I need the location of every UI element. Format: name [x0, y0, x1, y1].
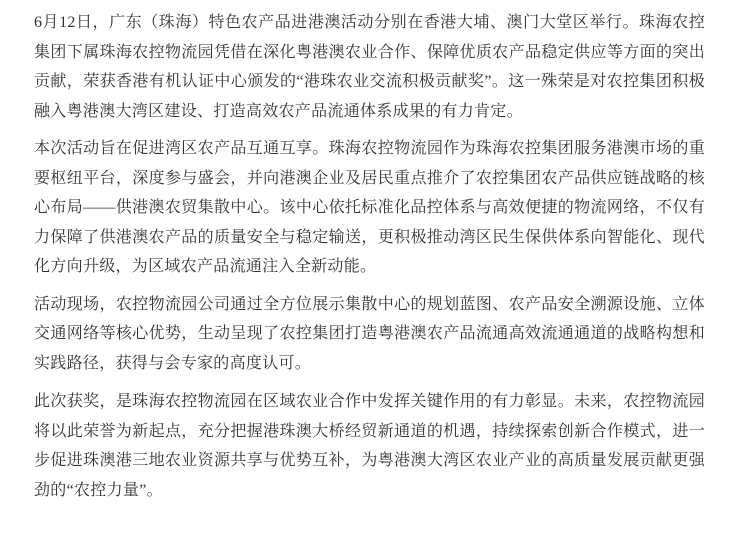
- paragraph-future-outlook: 此次获奖，是珠海农控物流园在区域农业合作中发挥关键作用的有力彰显。未来，农控物流园将以此荣誉为新起点，充分把握港珠澳大桥经贸新通道的机遇，持续探索创新合作模式，进一步促进珠澳港三地农业资源共享与优势互补，为粤港澳大湾区农业产业的高质量发展贡献更强劲的“农控力量”。: [34, 393, 705, 499]
- paragraph-onsite-presentation: 活动现场，农控物流园公司通过全方位展示集散中心的规划蓝图、农产品安全溯源设施、立体交通网络等核心优势，生动呈现了农控集团打造粤港澳农产品流通高效流通通道的战略构想和实践路径，获得与会专家的高度认可。: [34, 295, 705, 372]
- paragraph-event-purpose: 本次活动旨在促进湾区农产品互通互享。珠海农控物流园作为珠海农控集团服务港澳市场的重要枢纽平台，深度参与盛会，并向港澳企业及居民重点推介了农控集团农产品供应链战略的核心布局——供港澳农贸集散中心。该中心依托标准化品控体系与高效便捷的物流网络，不仅有力保障了供港澳农产品的质量安全与稳定输送，更积极推动湾区民生保供体系向智能化、现代化方向升级，为区域农产品流通注入全新动能。: [34, 140, 705, 275]
- paragraph-award-announcement: 6月12日，广东（珠海）特色农产品进港澳活动分别在香港大埔、澳门大堂区举行。珠海农控集团下属珠海农控物流园凭借在深化粤港澳农业合作、保障优质农产品稳定供应等方面的突出贡献，荣获香港有机认证中心颁发的“港珠农业交流积极贡献奖”。这一殊荣是对农控集团积极融入粤港澳大湾区建设、打造高效农产品流通体系成果的有力肯定。: [34, 14, 705, 120]
